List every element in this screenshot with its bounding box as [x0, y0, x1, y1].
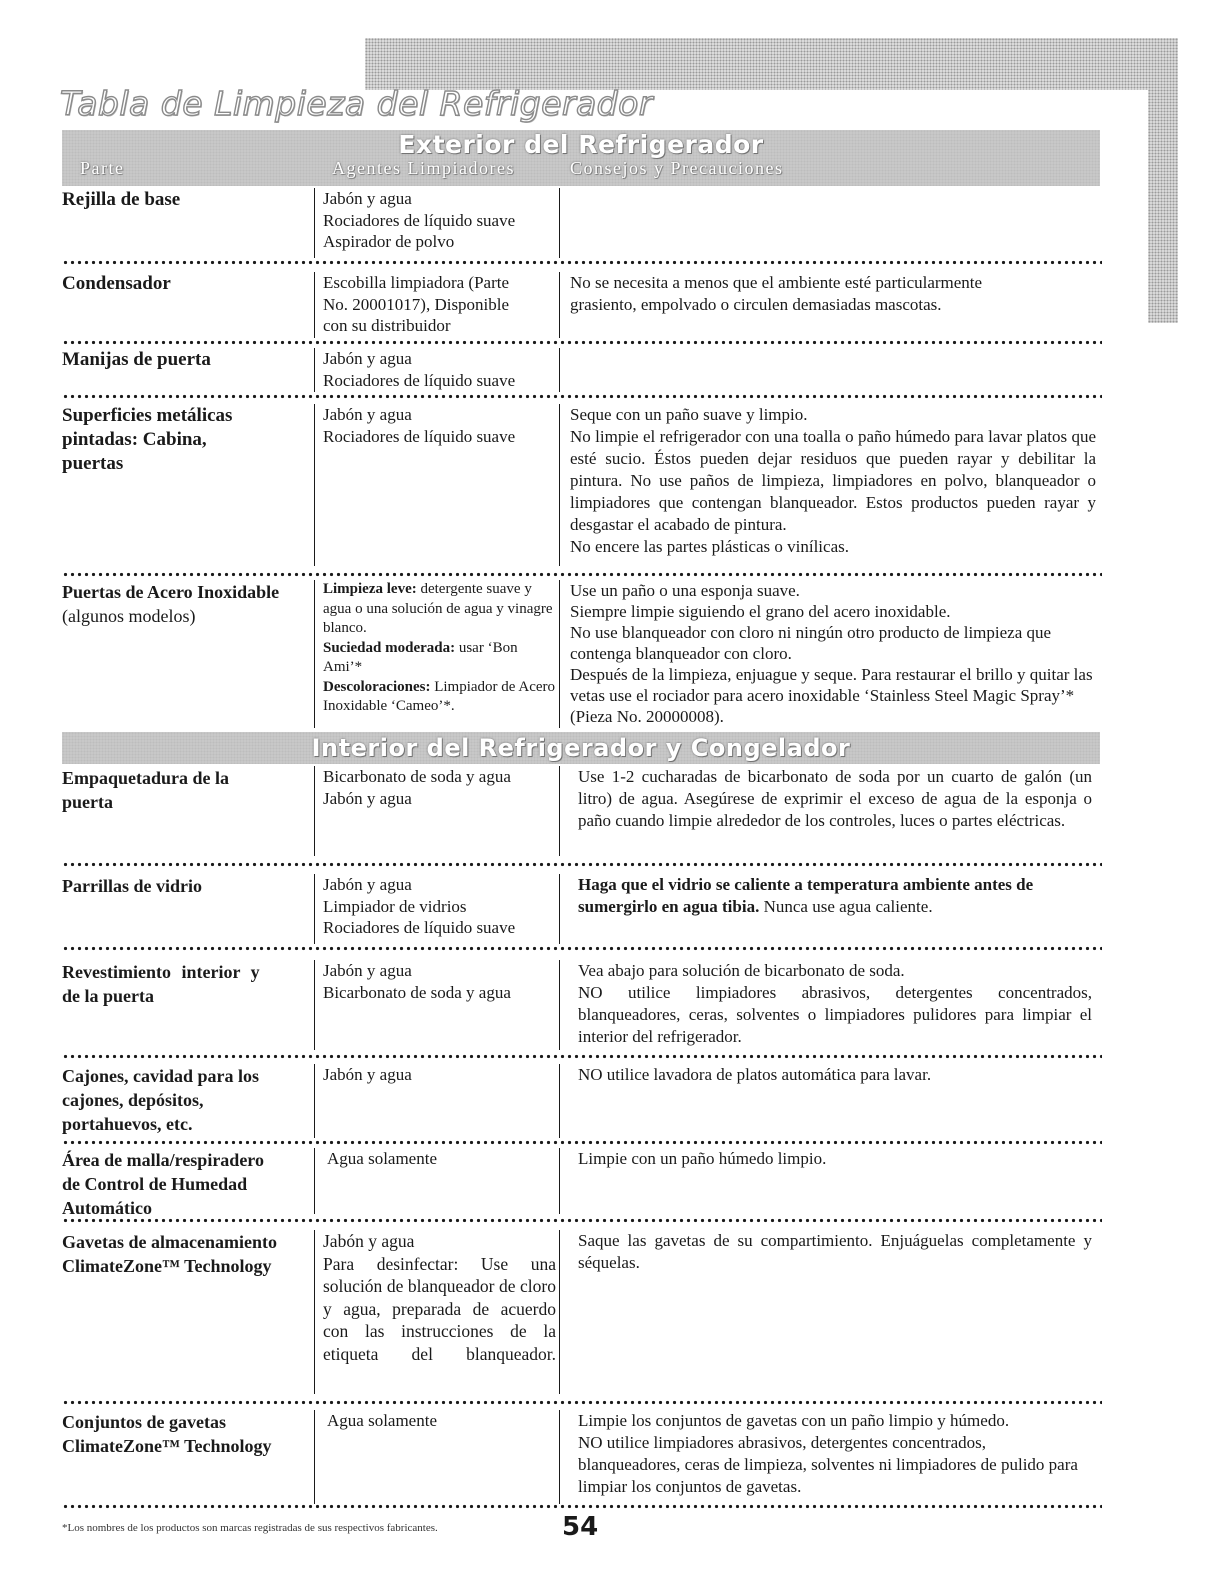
agent-text: usar ‘Bon Ami’*	[323, 639, 518, 675]
tip-text: Saque las gavetas de su compartimiento. Enjuáguelas completamente y séquelas.	[578, 1231, 1092, 1272]
section-title-exterior: Exterior del Refrigerador	[398, 130, 764, 159]
part-name: pintadas: Cabina,	[62, 429, 207, 450]
part-name: puerta	[62, 792, 113, 812]
column-header-tips: Consejos y Precauciones	[570, 158, 784, 178]
part-name: portahuevos, etc.	[62, 1114, 193, 1134]
part-name: Automático	[62, 1198, 152, 1218]
tip-text: No limpie el refrigerador con una toalla o paño húmedo para lavar platos que esté sucio. Éstos pueden dejar residuos que pueden rayar y debilitar la pintura. No use paños de limpieza, limpiadores en polvo, blanqueador o limpiadores que contengan blanqueador. Estos productos pueden rayar y desgastar el acabado de pintura.	[570, 427, 1096, 534]
agent-text: Limpiador de Acero Inoxidable ‘Cameo’*.	[323, 678, 556, 714]
part-name: de la puerta	[62, 986, 154, 1006]
agent-line: Aspirador de polvo	[323, 232, 455, 251]
agent-line: Jabón y agua	[323, 875, 412, 894]
agent-line: Agua solamente	[327, 1149, 437, 1168]
agent-text: detergente suave y agua o una solución de agua y vinagre blanco.	[323, 581, 553, 636]
agent-line: Limpiador de vidrios	[323, 896, 467, 916]
footnote: *Los nombres de los productos son marcas registradas de sus respectivos fabricantes.	[62, 1522, 438, 1534]
page-number: 54	[562, 1512, 599, 1542]
agent-line: Jabón y agua	[323, 961, 412, 980]
section-bar-exterior	[62, 130, 1100, 186]
part-name: ClimateZone™ Technology	[62, 1436, 272, 1456]
column-header-part: Parte	[80, 158, 125, 178]
part-name: ClimateZone™ Technology	[62, 1256, 272, 1276]
part-name: Empaquetadura de la	[62, 768, 230, 788]
tip-warning: Haga que el vidrio se caliente a temperatura ambiente antes de sumergirlo en agua tibia.	[578, 875, 1034, 916]
tip-text: NO utilice lavadora de platos automática para lavar.	[578, 1065, 932, 1084]
part-name: Cajones, cavidad para los	[62, 1066, 260, 1086]
right-edge-pattern	[1148, 38, 1178, 323]
part-name: cajones, depósitos,	[62, 1090, 204, 1110]
table-row	[62, 1410, 1102, 1504]
part-name: Conjuntos de gavetas	[62, 1412, 227, 1432]
row-separator	[62, 260, 1102, 265]
tip-text: Después de la limpieza, enjuague y seque. Para restaurar el brillo y quitar las vetas use el rociador para acero inoxidable ‘Stainless Steel Magic Spray’* (Pieza No. 20000008).	[570, 665, 1093, 726]
agent-label: Limpieza leve:	[323, 581, 417, 597]
agent-line: Rociadores de líquido suave	[323, 210, 516, 230]
row-separator	[62, 1504, 1102, 1509]
table-row	[62, 766, 1102, 856]
agent-line: Rociadores de líquido suave	[323, 370, 516, 390]
header-pattern-band	[365, 38, 1177, 90]
tip-text: Nunca use agua caliente.	[763, 897, 933, 916]
tip-text: No encere las partes plásticas o vinílicas.	[570, 537, 849, 556]
section-bar-interior	[62, 732, 1100, 764]
table-row	[62, 272, 1102, 338]
part-name: Gavetas de almacenamiento	[62, 1232, 277, 1252]
tip-text: No use blanqueador con cloro ni ningún otro producto de limpieza que contenga blanqueador con cloro.	[570, 623, 1052, 663]
agent-line: Jabón y agua	[323, 349, 412, 368]
tip-text: Seque con un paño suave y limpio.	[570, 405, 808, 424]
part-name: Área de malla/respiradero	[62, 1150, 264, 1170]
row-separator	[62, 1054, 1102, 1059]
table-row	[62, 348, 1102, 392]
tip-line: No se necesita a menos que el ambiente esté particularmente	[570, 273, 983, 292]
tip-text: Limpie con un paño húmedo limpio.	[578, 1149, 827, 1168]
part-name: Revestimiento interior y	[62, 962, 260, 982]
table-row	[62, 1148, 1102, 1218]
part-name: Rejilla de base	[62, 189, 181, 210]
tip-text: NO utilice limpiadores abrasivos, detergentes concentrados, blanqueadores, ceras, solventes o limpiadores pulidores para limpiar el interior del refrigerador.	[578, 983, 1092, 1046]
table-row	[62, 404, 1102, 566]
table-row	[62, 1230, 1102, 1394]
table-row	[62, 188, 1102, 258]
agent-label: Descoloraciones:	[323, 678, 431, 695]
part-name: Manijas de puerta	[62, 349, 211, 370]
agent-line: Jabón y agua	[323, 1065, 412, 1084]
section-title-interior: Interior del Refrigerador y Congelador	[311, 734, 851, 762]
row-separator	[62, 394, 1102, 399]
part-name: Superficies metálicas	[62, 405, 233, 426]
part-name: Puertas de Acero Inoxidable	[62, 582, 280, 602]
agent-line: Jabón y agua	[323, 189, 412, 208]
tip-text: Use 1-2 cucharadas de bicarbonato de soda por un cuarto de galón (un litro) de agua. Asegúrese de exprimir el exceso de agua de la esponja o paño cuando limpie alrededor de los controles, luces o partes eléctricas.	[578, 767, 1092, 830]
row-separator	[62, 572, 1102, 577]
tip-text: Limpie los conjuntos de gavetas con un paño limpio y húmedo.	[578, 1411, 1010, 1430]
agent-line: Rociadores de líquido suave	[323, 426, 516, 446]
tip-text: NO utilice limpiadores abrasivos, detergentes concentrados, blanqueadores, ceras de limpieza, solventes ni limpiadores de pulido para limpiar los conjuntos de gavetas.	[578, 1433, 1078, 1496]
tip-line: grasiento, empolvado o circulen demasiadas mascotas.	[570, 295, 942, 314]
part-name: de Control de Humedad	[62, 1174, 248, 1194]
agent-line: Bicarbonato de soda y agua	[323, 982, 511, 1002]
table-row	[62, 580, 1102, 728]
part-name: Condensador	[62, 273, 171, 294]
agent-line: Jabón y agua	[323, 788, 412, 808]
row-separator	[62, 862, 1102, 867]
row-separator	[62, 340, 1102, 345]
tip-text: Vea abajo para solución de bicarbonato de soda.	[578, 961, 905, 980]
table-row	[62, 1064, 1102, 1138]
table-row	[62, 874, 1102, 944]
row-separator	[62, 946, 1102, 951]
agent-line: Jabón y agua	[323, 1231, 415, 1251]
part-note: (algunos modelos)	[62, 606, 196, 626]
agent-text: Para desinfectar: Use una solución de blanqueador de cloro y agua, preparada de acuerdo con las instrucciones de la etiqueta del blanqueador.	[323, 1253, 556, 1364]
table-row	[62, 960, 1102, 1050]
tip-text: Siempre limpie siguiendo el grano del acero inoxidable.	[570, 602, 951, 621]
agent-line: Bicarbonato de soda y agua	[323, 767, 511, 786]
agent-line: Escobilla limpiadora (Parte	[323, 273, 509, 292]
agent-line: Agua solamente	[327, 1411, 437, 1430]
part-name: Parrillas de vidrio	[62, 876, 202, 896]
agent-line: con su distribuidor	[323, 316, 451, 335]
agent-line: No. 20001017), Disponible	[323, 294, 510, 314]
row-separator	[62, 1140, 1102, 1145]
agent-line: Jabón y agua	[323, 405, 412, 424]
row-separator	[62, 1218, 1102, 1223]
row-separator	[62, 1400, 1102, 1405]
page-title: Tabla de Limpieza del Refrigerador	[60, 84, 653, 123]
column-header-agents: Agentes Limpiadores	[332, 158, 515, 178]
agent-label: Suciedad moderada:	[323, 639, 456, 656]
agent-line: Rociadores de líquido suave	[323, 918, 516, 937]
part-name: puertas	[62, 453, 124, 474]
tip-text: Use un paño o una esponja suave.	[570, 581, 800, 600]
